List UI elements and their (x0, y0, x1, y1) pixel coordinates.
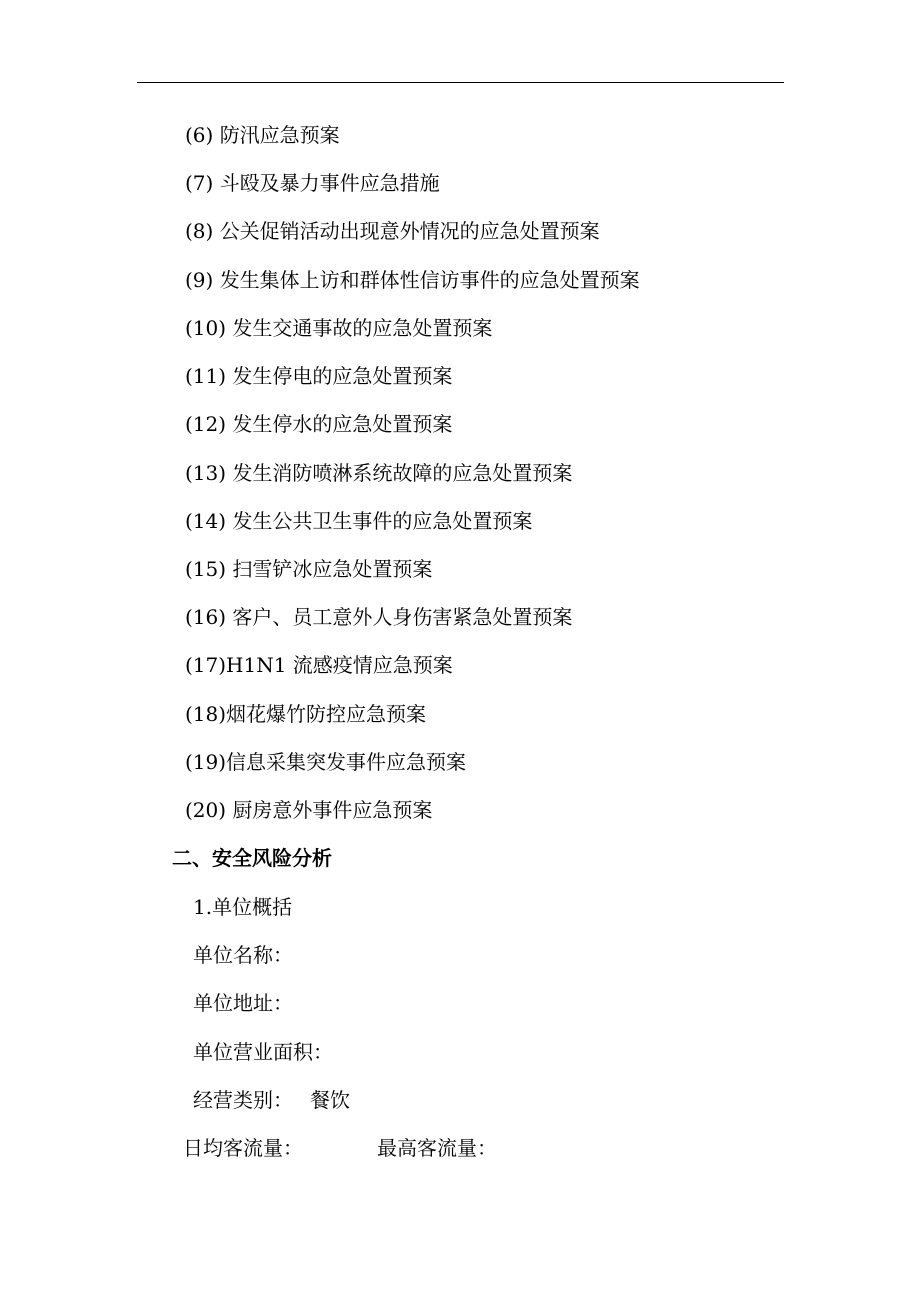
list-item-14: (14) 发生公共卫生事件的应急处置预案 (185, 509, 533, 533)
list-item-6: (6) 防汛应急预案 (185, 123, 340, 147)
list-item-8: (8) 公关促销活动出现意外情况的应急处置预案 (185, 219, 600, 243)
header-rule (137, 82, 784, 83)
list-item-15: (15) 扫雪铲冰应急处置预案 (185, 557, 433, 581)
list-item-20: (20) 厨房意外事件应急预案 (185, 798, 433, 822)
list-item-10: (10) 发生交通事故的应急处置预案 (185, 316, 493, 340)
business-category-value: 餐饮 (310, 1088, 350, 1112)
list-item-17: (17)H1N1 流感疫情应急预案 (185, 653, 453, 677)
unit-address-label: 单位地址： (193, 991, 293, 1015)
list-item-16: (16) 客户、员工意外人身伤害紧急处置预案 (185, 605, 573, 629)
daily-flow-label: 日均客流量： (183, 1136, 303, 1160)
section-heading: 二、安全风险分析 (172, 846, 332, 870)
max-flow-label: 最高客流量： (377, 1136, 497, 1160)
unit-area-label: 单位营业面积： (193, 1040, 333, 1064)
list-item-11: (11) 发生停电的应急处置预案 (185, 364, 453, 388)
subsection-heading: 1.单位概括 (193, 895, 293, 919)
list-item-13: (13) 发生消防喷淋系统故障的应急处置预案 (185, 461, 573, 485)
list-item-12: (12) 发生停水的应急处置预案 (185, 412, 453, 436)
list-item-18: (18)烟花爆竹防控应急预案 (185, 702, 427, 726)
list-item-9: (9) 发生集体上访和群体性信访事件的应急处置预案 (185, 268, 640, 292)
business-category-label: 经营类别： (193, 1088, 293, 1112)
list-item-19: (19)信息采集突发事件应急预案 (185, 750, 467, 774)
list-item-7: (7) 斗殴及暴力事件应急措施 (185, 171, 440, 195)
unit-name-label: 单位名称： (193, 943, 293, 967)
